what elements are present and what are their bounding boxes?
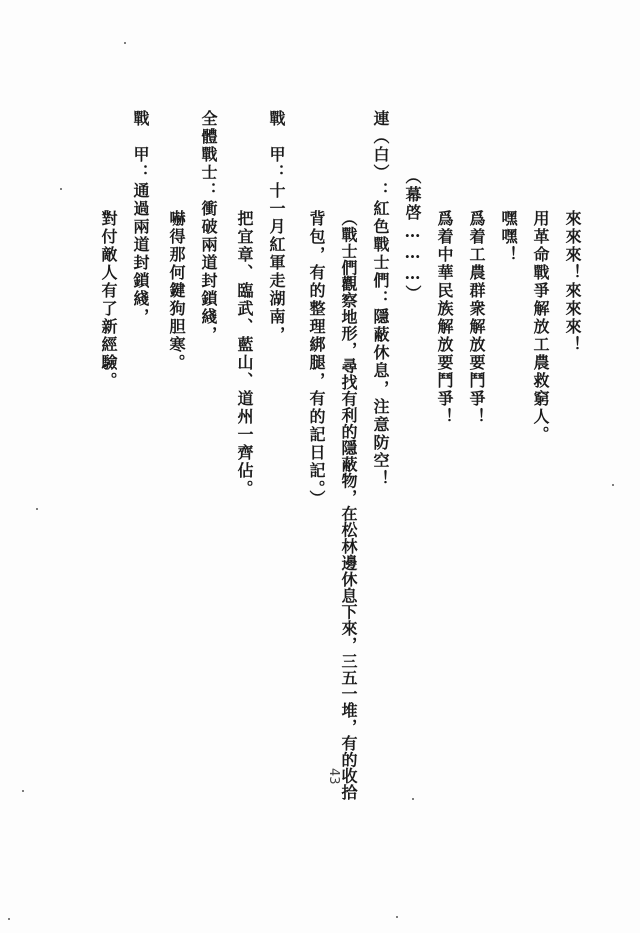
print-speck: [22, 790, 24, 792]
print-speck: [412, 798, 414, 800]
dialogue-all-soldiers: 全體戰士：衝破兩道封鎖綫，: [199, 110, 218, 344]
dialogue-soldier-a-2: 戰 甲：通過兩道封鎖綫，: [131, 110, 150, 326]
print-speck: [36, 508, 38, 510]
page-number: 43: [326, 768, 341, 785]
print-speck: [8, 918, 10, 920]
print-speck: [124, 42, 126, 44]
stage-direction-soldiers-cont: 背包，有的整理綁腿，有的記日記。）: [307, 210, 326, 508]
dialogue-soldier-a-2-cont: 對付敵人有了新經驗。: [99, 210, 118, 390]
print-speck: [612, 484, 614, 486]
stage-direction-soldiers: （戰士們觀察地形，尋找有利的隱蔽物，在松林邊休息下來，三五一堆，有的收拾: [339, 210, 358, 801]
text-column-2: 用革命戰爭解放工農救窮人。: [531, 210, 550, 444]
stage-direction-curtain: （幕啓………）: [403, 168, 422, 303]
dialogue-company-commander: 連（白）：紅色戰士們：隱蔽休息，注意防空！: [371, 110, 390, 488]
text-column-1: 來來來！來來來！: [563, 210, 582, 354]
text-column-5: 爲着中華民族解放要鬥爭！: [435, 210, 454, 426]
dialogue-soldier-a-1: 戰 甲：十一月紅軍走湖南，: [267, 110, 286, 344]
text-column-4: 爲着工農群衆解放要鬥爭！: [467, 210, 486, 426]
dialogue-all-soldiers-cont: 嚇得那何鍵狗胆寒。: [167, 210, 186, 372]
dialogue-soldier-a-1-cont: 把宜章、臨武、藍山、道州一齊佔。: [235, 210, 254, 498]
print-speck: [60, 188, 62, 190]
print-speck: [396, 916, 398, 918]
text-column-3: 嘿嘿！: [499, 210, 518, 264]
